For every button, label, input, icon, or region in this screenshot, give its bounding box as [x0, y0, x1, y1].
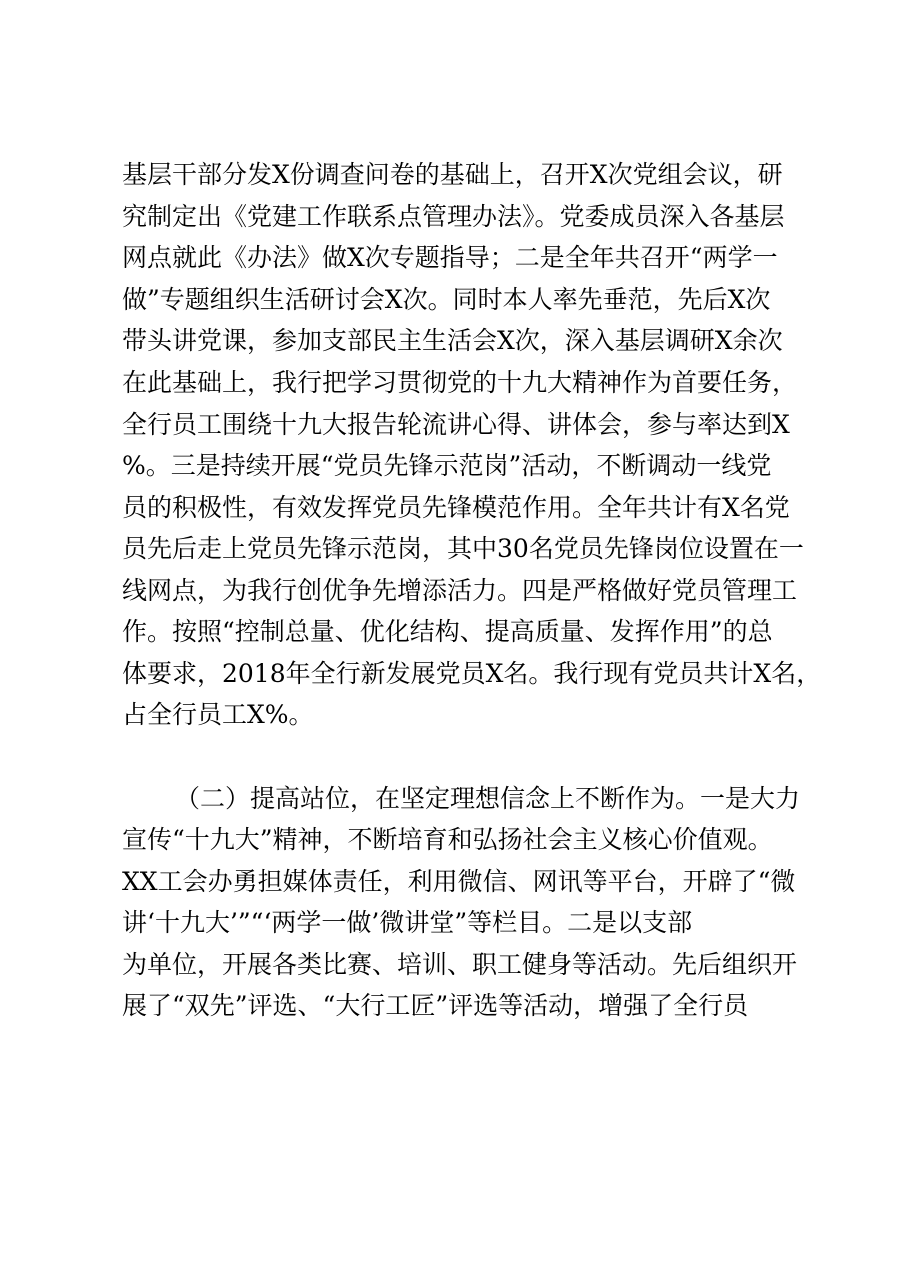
- text-line: （二）提高站位，在坚定理想信念上不断作为。一是大力: [175, 784, 801, 813]
- text-line: 展了“双先”评选、“大行工匠”评选等活动，增强了全行员: [122, 991, 749, 1020]
- text-line: XX工会办勇担媒体责任，利用微信、网讯等平台，开辟了“微: [122, 867, 796, 896]
- text-line: 体要求，2018年全行新发展党员X名。我行现有党员共计X名，: [122, 659, 822, 688]
- text-line: 为单位，开展各类比赛、培训、职工健身等活动。先后组织开: [122, 950, 798, 979]
- text-line: 在此基础上，我行把学习贯彻党的十九大精神作为首要任务，: [122, 368, 798, 397]
- text-line: 全行员工围绕十九大报告轮流讲心得、讲体会，参与率达到X: [122, 410, 790, 439]
- text-line: 作。按照“控制总量、优化结构、提高质量、发挥作用”的总: [122, 617, 773, 646]
- text-line: 宣传“十九大”精神，不断培育和弘扬社会主义核心价值观。: [122, 825, 773, 854]
- text-line: 讲‘十九大’”“‘两学一做’微讲堂”等栏目。二是以支部: [122, 908, 693, 937]
- text-line: 做”专题组织生活研讨会X次。同时本人率先垂范，先后X次: [122, 285, 771, 314]
- text-line: 线网点，为我行创优争先增添活力。四是严格做好党员管理工: [122, 576, 798, 605]
- text-line: 带头讲党课，参加支部民主生活会X次，深入基层调研X余次: [122, 326, 783, 355]
- text-line: 员的积极性，有效发挥党员先锋模范作用。全年共计有X名党: [122, 493, 790, 522]
- text-line: 网点就此《办法》做X次专题指导；二是全年共召开“两学一: [122, 243, 778, 272]
- text-line: 占全行员工X%。: [122, 700, 314, 729]
- text-line: 员先后走上党员先锋示范岗，其中30名党员先锋岗位设置在一: [122, 534, 804, 563]
- text-line: 究制定出《党建工作联系点管理办法》。党委成员深入各基层: [122, 202, 785, 231]
- text-line: %。三是持续开展“党员先锋示范岗”活动，不断调动一线党: [122, 451, 772, 480]
- text-line: 基层干部分发X份调查问卷的基础上，召开X次党组会议，研: [122, 160, 783, 189]
